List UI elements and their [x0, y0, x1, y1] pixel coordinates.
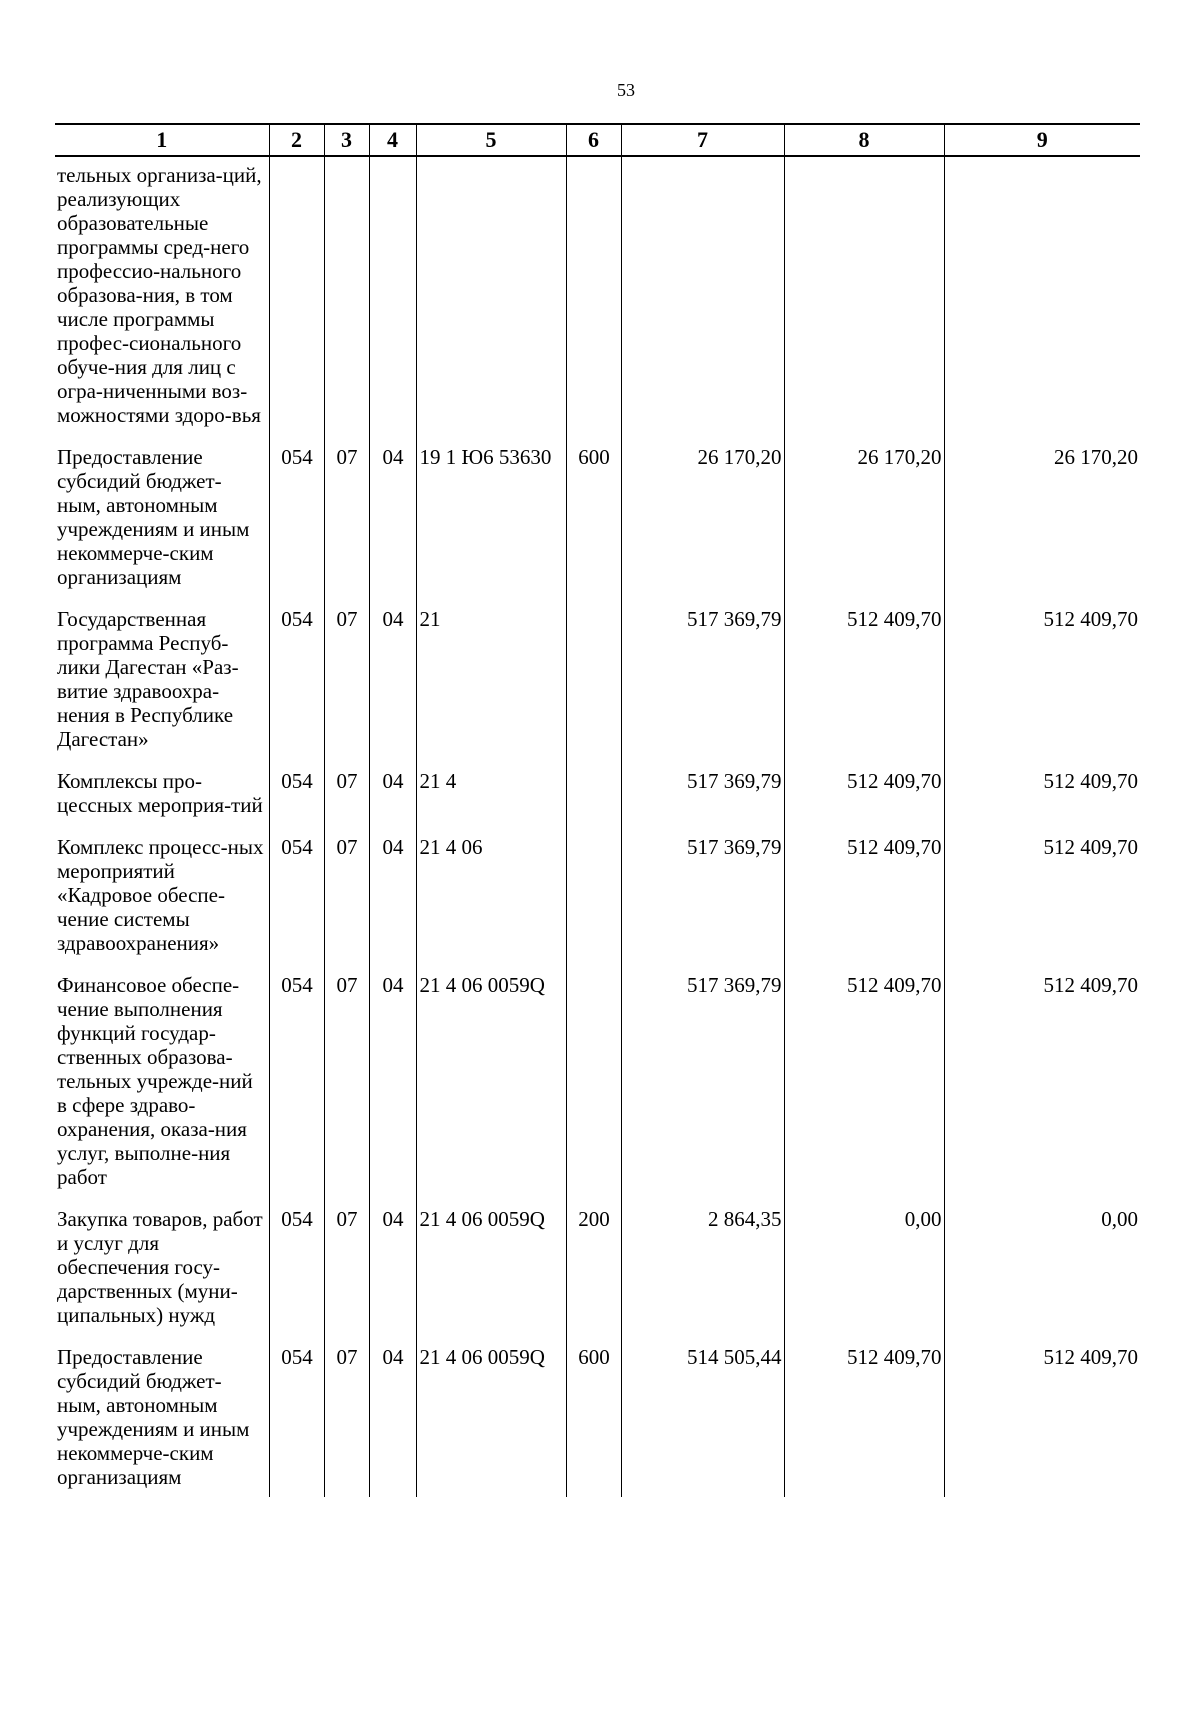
expense-type-cell: 600: [566, 1345, 621, 1497]
table-row: [55, 835, 1140, 973]
target-article-cell: 21 4 06 0059Q: [416, 1207, 566, 1345]
section-code-cell: 07: [324, 607, 369, 769]
target-article-cell: [416, 156, 566, 445]
amount-year1-cell: [621, 156, 784, 445]
subsection-code-cell: 04: [369, 835, 416, 973]
amount-year3-cell: 512 409,70: [944, 1345, 1140, 1497]
row-name-cell: Предоставление субсидий бюджет-ным, автономным учреждениям и иным некоммерче-ским организациям: [57, 445, 250, 589]
table-row: [55, 156, 1140, 445]
table-row: [55, 445, 1140, 607]
section-code-cell: [324, 156, 369, 445]
ministry-code-cell: 054: [269, 973, 324, 1207]
row-name-cell: Комплекс процесс-ных мероприятий «Кадровое обеспе-чение системы здравоохранения»: [57, 835, 264, 955]
target-article-cell: 21 4 06 0059Q: [416, 1345, 566, 1497]
column-header: 3: [324, 124, 369, 156]
amount-year2-cell: 512 409,70: [784, 973, 944, 1207]
amount-year2-cell: 512 409,70: [784, 769, 944, 835]
subsection-code-cell: 04: [369, 769, 416, 835]
ministry-code-cell: 054: [269, 769, 324, 835]
row-name-cell: Государственная программа Респуб-лики Дагестан «Раз-витие здравоохра-нения в Республике Дагестан»: [57, 607, 239, 751]
table-row: [55, 769, 1140, 835]
amount-year2-cell: 26 170,20: [784, 445, 944, 607]
table-row: [55, 973, 1140, 1207]
column-header: 7: [621, 124, 784, 156]
target-article-cell: 19 1 Ю6 53630: [416, 445, 566, 607]
amount-year3-cell: 0,00: [944, 1207, 1140, 1345]
subsection-code-cell: 04: [369, 445, 416, 607]
amount-year1-cell: 514 505,44: [621, 1345, 784, 1497]
amount-year1-cell: 517 369,79: [621, 835, 784, 973]
column-header: 9: [944, 124, 1140, 156]
subsection-code-cell: [369, 156, 416, 445]
section-code-cell: 07: [324, 835, 369, 973]
amount-year2-cell: 0,00: [784, 1207, 944, 1345]
target-article-cell: 21: [416, 607, 566, 769]
section-code-cell: 07: [324, 445, 369, 607]
column-header: 8: [784, 124, 944, 156]
amount-year2-cell: 512 409,70: [784, 1345, 944, 1497]
target-article-cell: 21 4 06: [416, 835, 566, 973]
subsection-code-cell: 04: [369, 1345, 416, 1497]
row-name-cell: Закупка товаров, работ и услуг для обеспечения госу-дарственных (муни-ципальных) нужд: [57, 1207, 263, 1327]
amount-year3-cell: 512 409,70: [944, 769, 1140, 835]
amount-year1-cell: 517 369,79: [621, 607, 784, 769]
table-row: [55, 1207, 1140, 1345]
ministry-code-cell: [269, 156, 324, 445]
section-code-cell: 07: [324, 973, 369, 1207]
section-code-cell: 07: [324, 769, 369, 835]
expense-type-cell: [566, 156, 621, 445]
expense-type-cell: [566, 835, 621, 973]
table-body: [55, 156, 1140, 1497]
column-header: 5: [416, 124, 566, 156]
amount-year2-cell: 512 409,70: [784, 835, 944, 973]
column-header: 2: [269, 124, 324, 156]
ministry-code-cell: 054: [269, 607, 324, 769]
page-number: 53: [617, 80, 635, 100]
section-code-cell: 07: [324, 1345, 369, 1497]
row-name-cell: Предоставление субсидий бюджет-ным, автономным учреждениям и иным некоммерче-ским организациям: [57, 1345, 250, 1489]
ministry-code-cell: 054: [269, 835, 324, 973]
expense-type-cell: [566, 973, 621, 1207]
expense-type-cell: [566, 769, 621, 835]
ministry-code-cell: 054: [269, 1345, 324, 1497]
budget-table: [55, 123, 1140, 1497]
amount-year2-cell: 512 409,70: [784, 607, 944, 769]
table-row: [55, 1345, 1140, 1497]
expense-type-cell: [566, 607, 621, 769]
amount-year3-cell: 26 170,20: [944, 445, 1140, 607]
amount-year3-cell: 512 409,70: [944, 835, 1140, 973]
amount-year1-cell: 2 864,35: [621, 1207, 784, 1345]
column-header: 4: [369, 124, 416, 156]
amount-year1-cell: 517 369,79: [621, 973, 784, 1207]
amount-year2-cell: [784, 156, 944, 445]
target-article-cell: 21 4: [416, 769, 566, 835]
subsection-code-cell: 04: [369, 1207, 416, 1345]
row-name-cell: Финансовое обеспе-чение выполнения функций государ-ственных образова-тельных учрежде-ний в сфере здраво-охранения, оказа-ния услуг, выполне-ния работ: [57, 973, 253, 1189]
subsection-code-cell: 04: [369, 607, 416, 769]
subsection-code-cell: 04: [369, 973, 416, 1207]
section-code-cell: 07: [324, 1207, 369, 1345]
column-header: 6: [566, 124, 621, 156]
ministry-code-cell: 054: [269, 1207, 324, 1345]
amount-year1-cell: 517 369,79: [621, 769, 784, 835]
amount-year3-cell: 512 409,70: [944, 607, 1140, 769]
amount-year3-cell: [944, 156, 1140, 445]
row-name-cell: Комплексы про-цессных мероприя-тий: [57, 769, 263, 817]
column-header: 1: [55, 124, 269, 156]
expense-type-cell: 200: [566, 1207, 621, 1345]
ministry-code-cell: 054: [269, 445, 324, 607]
row-name-cell: тельных организа-ций, реализующих образовательные программы сред-него профессио-нального образова-ния, в том числе программы профес-сионального обуче-ния для лиц с огра-ниченными воз-можностями здоро-вья: [57, 163, 262, 427]
table-row: [55, 607, 1140, 769]
amount-year1-cell: 26 170,20: [621, 445, 784, 607]
table-header-row: [55, 124, 1140, 156]
amount-year3-cell: 512 409,70: [944, 973, 1140, 1207]
expense-type-cell: 600: [566, 445, 621, 607]
target-article-cell: 21 4 06 0059Q: [416, 973, 566, 1207]
